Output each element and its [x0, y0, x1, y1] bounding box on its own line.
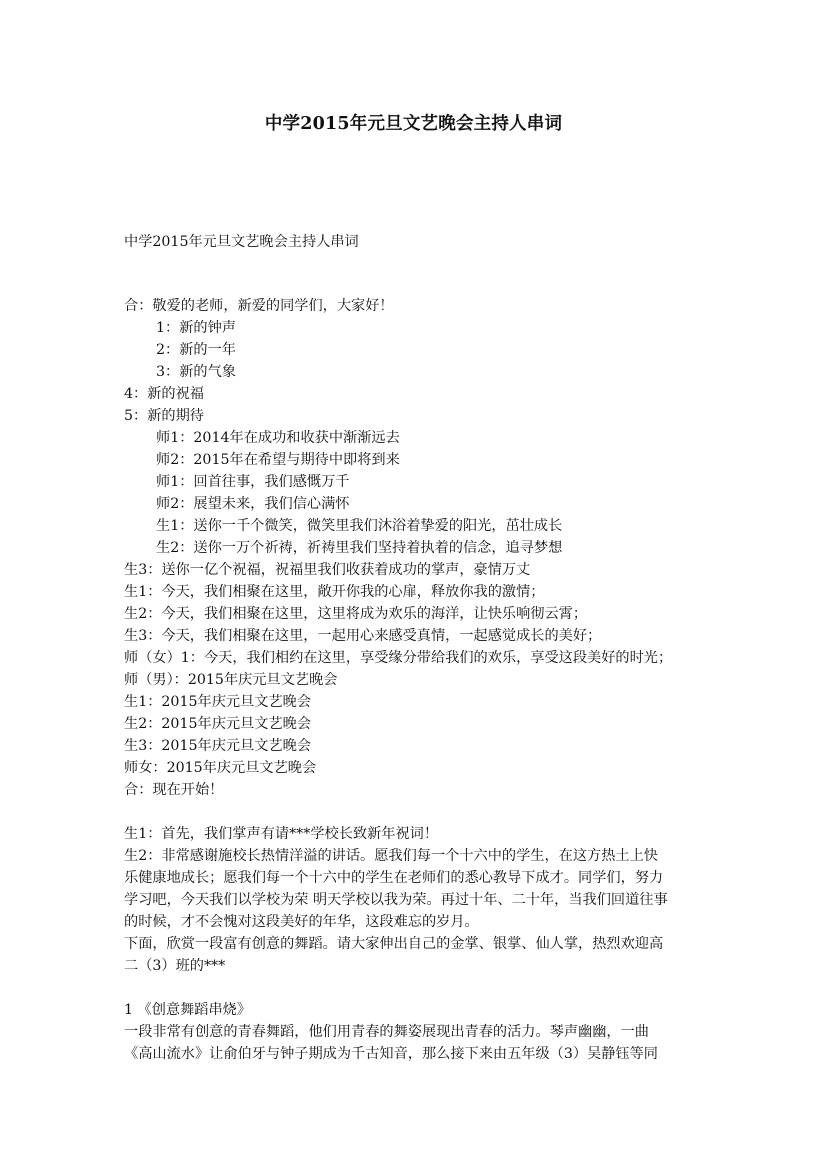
- text-line: 师2：展望未来，我们信心满怀: [156, 496, 350, 512]
- blank-line: [124, 801, 714, 823]
- text-line: 合：敬爱的老师，新爱的同学们，大家好！: [124, 298, 394, 314]
- text-line: 3：新的气象: [156, 364, 236, 380]
- text-line: 生3：今天，我们相聚在这里，一起用心来感受真情，一起感觉成长的美好；: [124, 628, 602, 644]
- text-line: 生3：送你一亿个祝福，祝福里我们收获着成功的掌声，豪情万丈: [124, 562, 531, 578]
- text-line: 5：新的期待: [124, 408, 204, 424]
- text-line: 4：新的祝福: [124, 386, 204, 402]
- text-line: 生1：首先，我们掌声有请***学校长致新年祝词！: [124, 826, 439, 842]
- text-line: 生2：2015年庆元旦文艺晚会: [124, 716, 312, 732]
- text-line: 生1：2015年庆元旦文艺晚会: [124, 694, 312, 710]
- text-line: 师（男）：2015年庆元旦文艺晚会: [124, 672, 338, 688]
- text-line: 合：现在开始！: [124, 782, 224, 798]
- text-line: 生1：送你一千个微笑，微笑里我们沐浴着挚爱的阳光，茁壮成长: [156, 518, 563, 534]
- document-title: 中学2015年元旦文艺晚会主持人串词: [264, 114, 563, 134]
- blank-line: [124, 977, 714, 999]
- text-line: 学习吧，今天我们以学校为荣 明天学校以我为荣。再过十年、二十年，当我们回道往事: [124, 892, 668, 908]
- text-line: 生3：2015年庆元旦文艺晚会: [124, 738, 312, 754]
- text-line: 1 《创意舞蹈串烧》: [124, 1002, 252, 1018]
- text-line: 的时候，才不会愧对这段美好的年华，这段难忘的岁月。: [124, 914, 479, 930]
- text-line: 生1：今天，我们相聚在这里，敞开你我的心扉，释放你我的激情；: [124, 584, 545, 600]
- text-line: 乐健康地成长；愿我们每一个十六中的学生在老师们的悉心教导下成才。同学们，努力: [124, 870, 664, 886]
- text-line: 师2：2015年在希望与期待中即将到来: [156, 452, 400, 468]
- text-line: 生2：非常感谢施校长热情洋溢的讲话。愿我们每一个十六中的学生，在这方热土上快: [124, 848, 658, 864]
- text-line: 2：新的一年: [156, 342, 236, 358]
- text-line: 师1：回首往事，我们感慨万千: [156, 474, 350, 490]
- text-line: 生2：今天，我们相聚在这里，这里将成为欢乐的海洋，让快乐响彻云霄；: [124, 606, 588, 622]
- document-body: [124, 295, 714, 1065]
- text-line: 生2：送你一万个祈祷，祈祷里我们坚持着执着的信念，追寻梦想: [156, 540, 563, 556]
- document-subtitle: 中学2015年元旦文艺晚会主持人串词: [124, 234, 359, 250]
- text-line: 《高山流水》让俞伯牙与钟子期成为千古知音，那么接下来由五年级（3）吴静钰等同: [124, 1046, 658, 1062]
- text-line: 师1：2014年在成功和收获中渐渐远去: [156, 430, 400, 446]
- text-line: 二（3）班的***: [124, 958, 226, 974]
- text-line: 1：新的钟声: [156, 320, 236, 336]
- text-line: 一段非常有创意的青春舞蹈，他们用青春的舞姿展现出青春的活力。琴声幽幽，一曲: [124, 1024, 649, 1040]
- text-line: 师女：2015年庆元旦文艺晚会: [124, 760, 317, 776]
- text-line: 下面，欣赏一段富有创意的舞蹈。请大家伸出自己的金掌、银掌、仙人掌，热烈欢迎高: [124, 936, 664, 952]
- text-line: 师（女）1：今天，我们相约在这里，享受缘分带给我们的欢乐，享受这段美好的时光；: [124, 650, 673, 666]
